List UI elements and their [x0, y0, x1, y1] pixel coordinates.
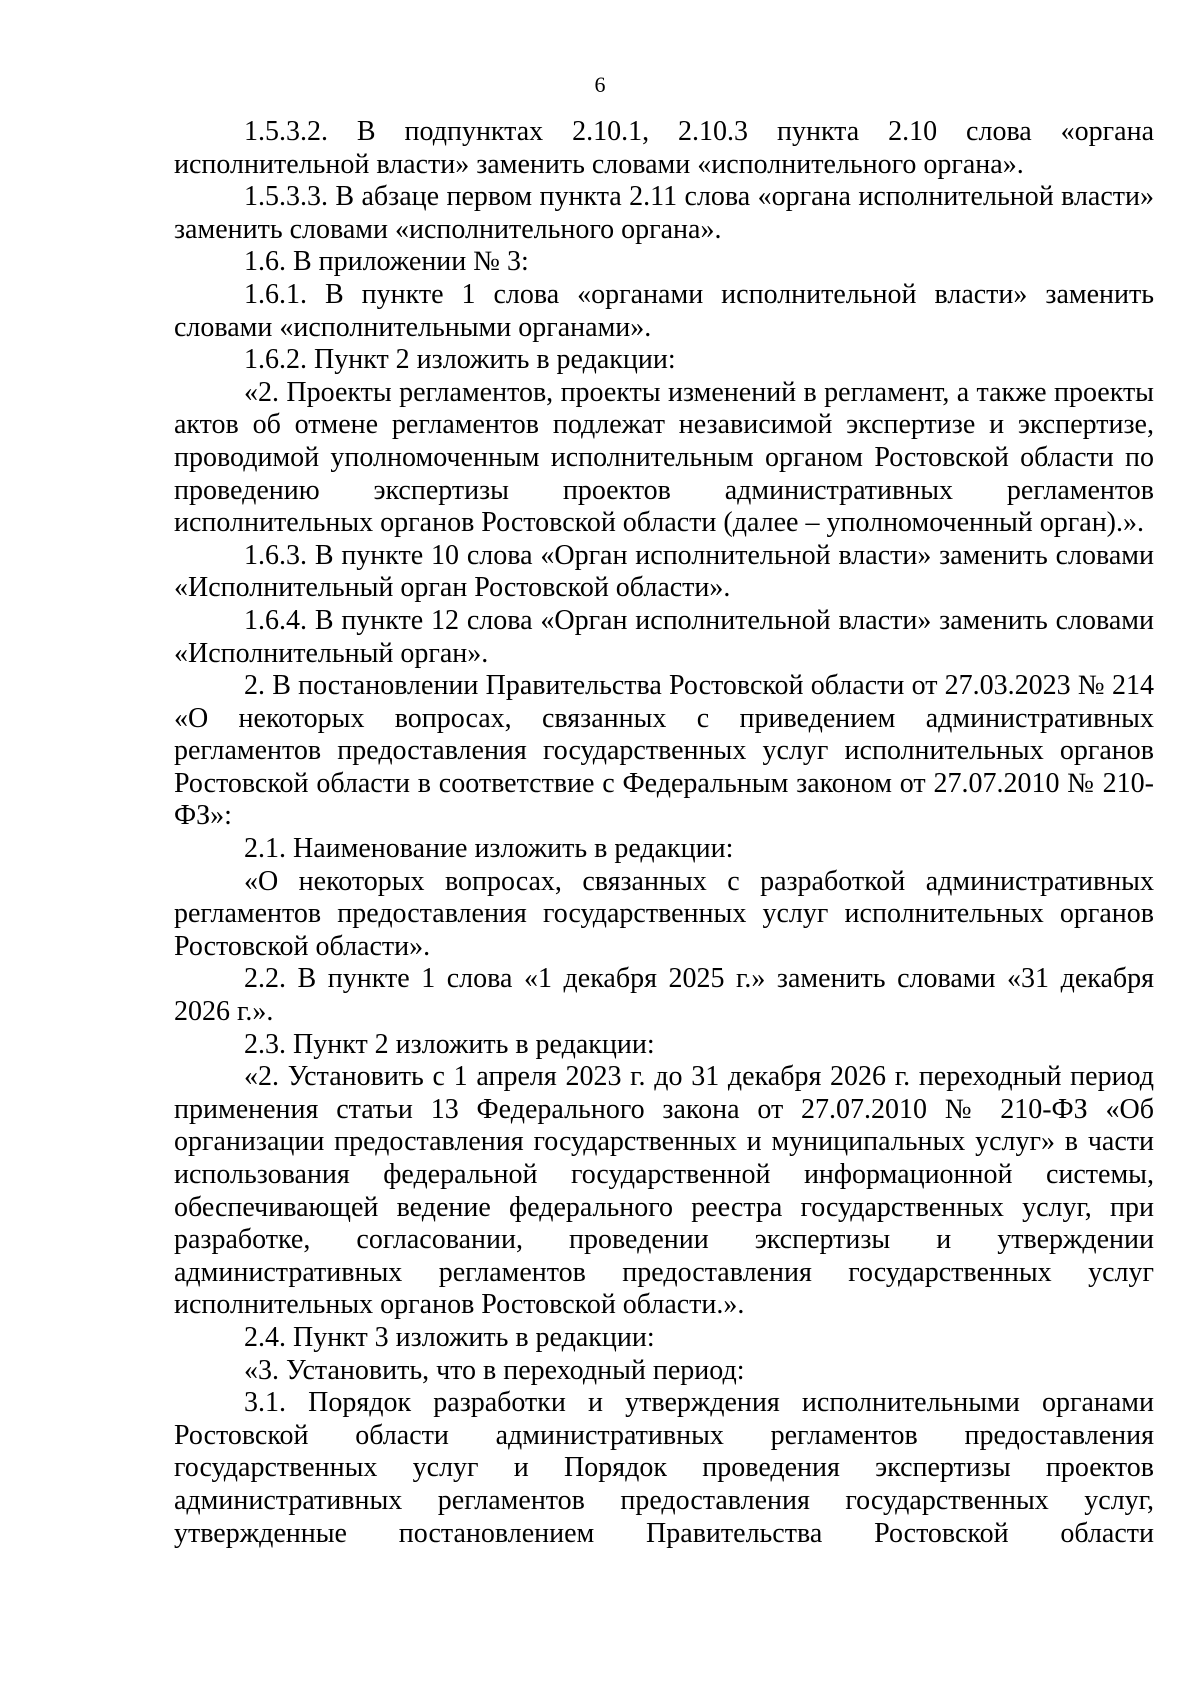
paragraph-2-2: 2.2. В пункте 1 слова «1 декабря 2025 г.» заменить словами «31 декабря 2026 г.».	[174, 963, 1154, 1028]
paragraph-1-6-1: 1.6.1. В пункте 1 слова «органами исполнительной власти» заменить словами «исполнительными органами».	[174, 278, 1154, 343]
paragraph-1-5-3-3: 1.5.3.3. В абзаце первом пункта 2.11 слова «органа исполнительной власти» заменить словами «исполнительного органа».	[174, 181, 1154, 245]
paragraph-1-6: 1.6. В приложении № 3:	[244, 246, 529, 278]
paragraph-2: 2. В постановлении Правительства Ростовской области от 27.03.2023 № 214 «О некоторых вопросах, связанных с приведением административных регламентов предоставления государственных услуг исполнительных органов Ростовской области в соответствие с Федеральным законом от 27.07.2010 № 210-ФЗ»:	[174, 670, 1154, 832]
paragraph-2-3: 2.3. Пункт 2 изложить в редакции:	[244, 1028, 655, 1060]
paragraph-quote-title: «О некоторых вопросах, связанных с разработкой административных регламентов предоставления государственных услуг исполнительных органов Ростовской области».	[174, 865, 1154, 962]
paragraph-2-4: 2.4. Пункт 3 изложить в редакции:	[244, 1321, 655, 1353]
paragraph-1-5-3-2: 1.5.3.2. В подпунктах 2.10.1, 2.10.3 пункта 2.10 слова «органа исполнительной власти» заменить словами «исполнительного органа».	[174, 116, 1154, 180]
paragraph-1-6-4: 1.6.4. В пункте 12 слова «Орган исполнительной власти» заменить словами «Исполнительный орган».	[174, 604, 1154, 669]
paragraph-quote-3: «3. Установить, что в переходный период:	[244, 1354, 745, 1386]
paragraph-3-1: 3.1. Порядок разработки и утверждения исполнительными органами Ростовской области административных регламентов предоставления государственных услуг и Порядок проведения экспертизы проектов административных регламентов предоставления государственных услуг, утвержденные постановлением Правительства Ростовской области	[174, 1387, 1154, 1549]
paragraph-quote-2-establish: «2. Установить с 1 апреля 2023 г. до 31 декабря 2026 г. переходный период применения статьи 13 Федерального закона от 27.07.2010 № 210-ФЗ «Об организации предоставления государственных и муниципальных услуг» в части использования федеральной государственной информационной системы, обеспечивающей ведение федерального реестра государственных услуг, при разработке, согласовании, проведении экспертизы и утверждении административных регламентов предоставления государственных услуг исполнительных органов Ростовской области.».	[174, 1061, 1154, 1321]
paragraph-2-1: 2.1. Наименование изложить в редакции:	[244, 833, 734, 865]
paragraph-1-6-2: 1.6.2. Пункт 2 изложить в редакции:	[244, 344, 676, 376]
page-number: 6	[594, 72, 606, 97]
paragraph-1-6-3: 1.6.3. В пункте 10 слова «Орган исполнительной власти» заменить словами «Исполнительный орган Ростовской области».	[174, 539, 1154, 604]
document-body	[174, 116, 1154, 1550]
paragraph-quote-2: «2. Проекты регламентов, проекты изменений в регламент, а также проекты актов об отмене регламентов подлежат независимой экспертизе и экспертизе, проводимой уполномоченным исполнительным органом Ростовской области по проведению экспертизы проектов административных регламентов исполнительных органов Ростовской области (далее – уполномоченный орган).».	[174, 376, 1154, 539]
